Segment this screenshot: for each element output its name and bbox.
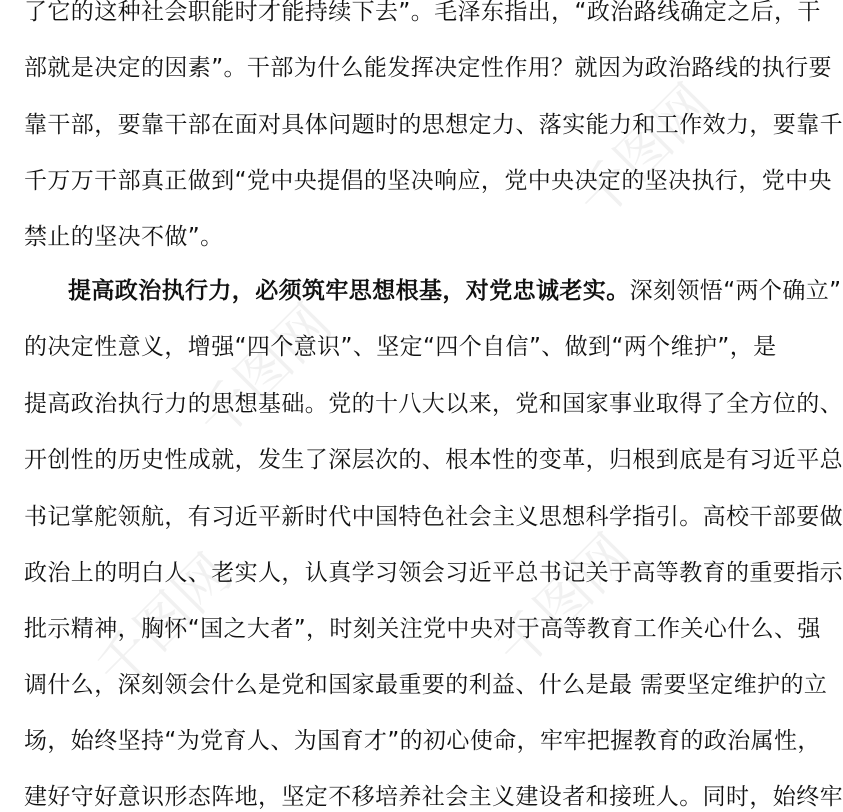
text-line: 调什么，深刻领会什么是党和国家最重要的利益、什么是最 需要坚定维护的立 [24, 672, 828, 698]
text-line: 禁止的坚决不做”。 [24, 224, 224, 250]
text-line: 开创性的历史性成就，发生了深层次的、根本性的变革，归根到底是有习近平总 [24, 447, 843, 473]
watermark: 千图网 [184, 291, 344, 451]
text-line: 千万万干部真正做到“党中央提倡的坚决响应，党中央决定的坚决执行，党中央 [24, 168, 832, 194]
text-line: 政治上的明白人、老实人，认真学习领会习近平总书记关于高等教育的重要指示 [24, 560, 843, 586]
paragraph-lead-rest: 深刻领悟“两个确立” [629, 278, 842, 304]
watermark: 千图网 [84, 541, 244, 701]
watermark: 千图网 [484, 521, 644, 681]
text-line: 批示精神，胸怀“国之大者”，时刻关注党中央对于高等教育工作关心什么、强 [24, 616, 821, 642]
watermark: 千图网 [564, 71, 724, 231]
text-line: 的决定性意义，增强“四个意识”、坚定“四个自信”、做到“两个维护”，是 [24, 334, 777, 360]
text-line: 场，始终坚持“为党育人、为国育才”的初心使命，牢牢把握教育的政治属性， [24, 728, 821, 754]
text-line: 建好守好意识形态阵地，坚定不移培养社会主义建设者和接班人。同时，始终牢 [24, 784, 843, 810]
paragraph-lead-bold: 提高政治执行力，必须筑牢思想根基，对党忠诚老实。 [68, 278, 630, 304]
text-line: 部就是决定的因素”。干部为什么能发挥决定性作用？就因为政治路线的执行要 [24, 55, 832, 81]
paragraph-heading-line [68, 276, 842, 306]
text-line: 提高政治执行力的思想基础。党的十八大以来，党和国家事业取得了全方位的、 [24, 391, 843, 417]
text-line: 书记掌舵领航，有习近平新时代中国特色社会主义思想科学指引。高校干部要做 [24, 504, 843, 530]
text-line: 靠干部，要靠干部在面对具体问题时的思想定力、落实能力和工作效力，要靠千 [24, 112, 843, 138]
text-line: 了它的这种社会职能时才能持续下去”。毛泽东指出，“政治路线确定之后，干 [24, 0, 821, 25]
